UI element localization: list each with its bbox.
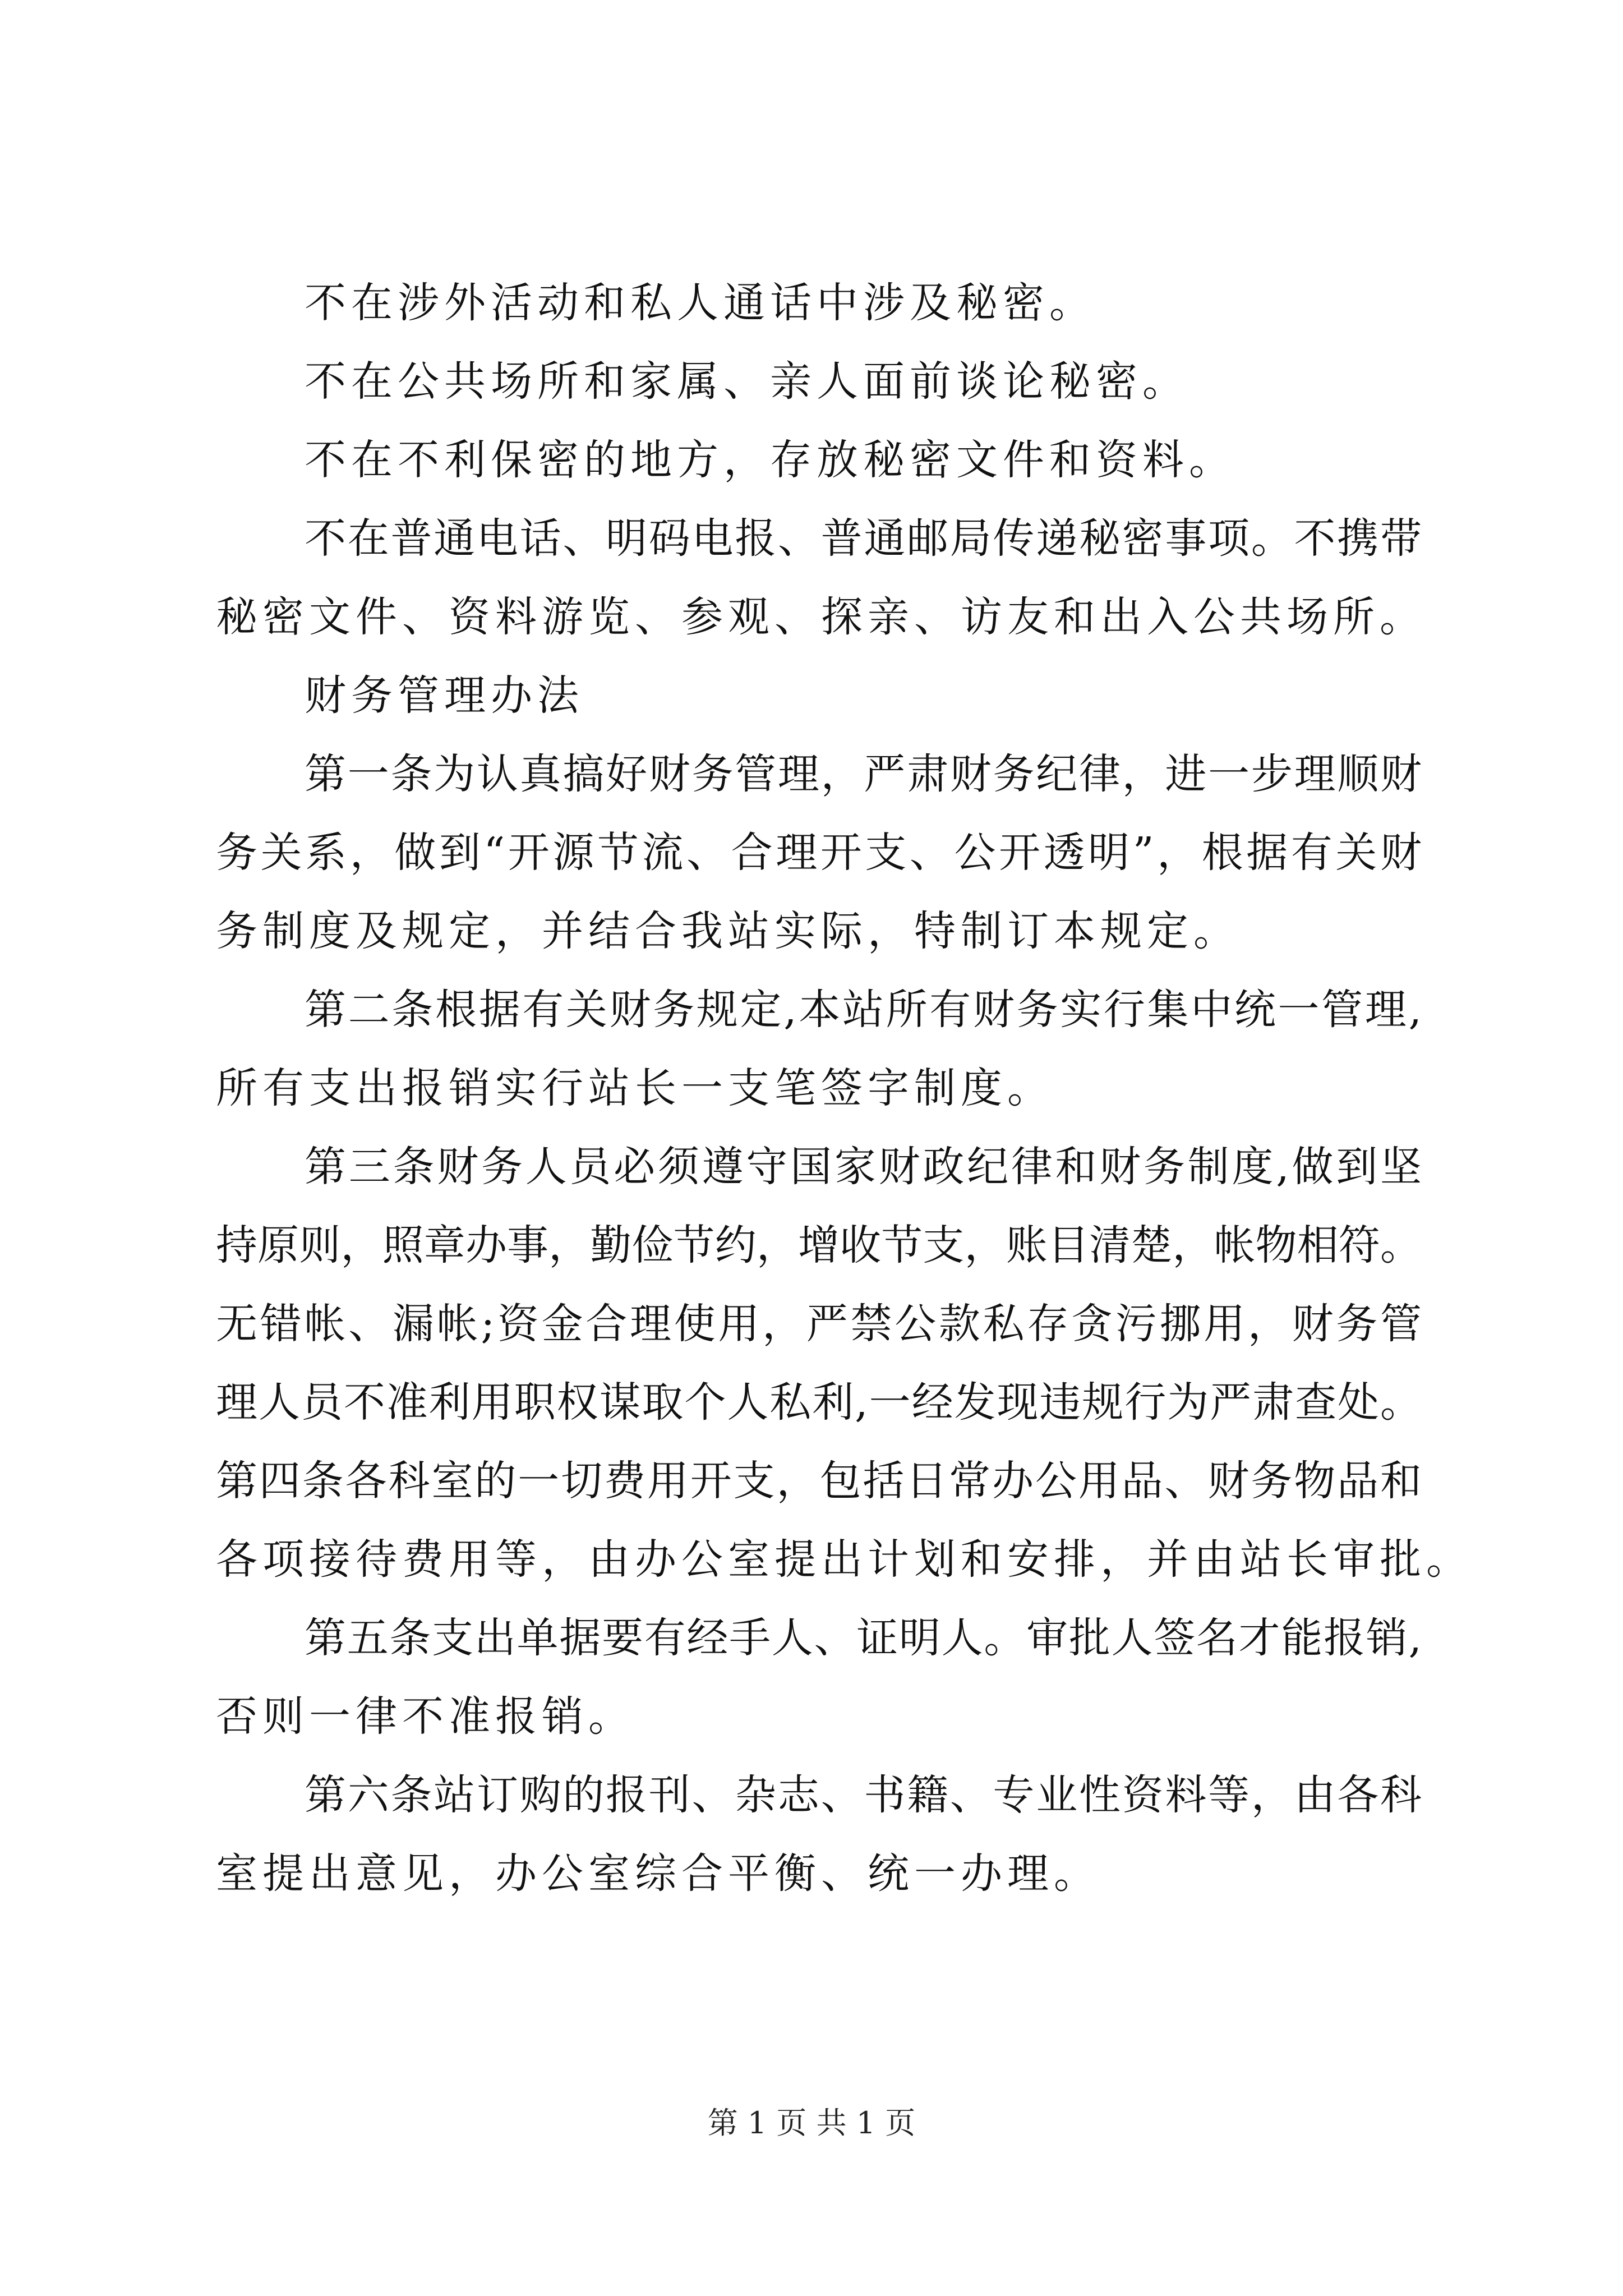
paragraph-line: 不在涉外活动和私人通话中涉及秘密。 <box>305 279 1096 327</box>
paragraph-line: 务制度及规定，并结合我站实际，特制订本规定。 <box>216 907 1240 955</box>
paragraph-line: 理人员不准利用职权谋取个人私利,一经发现违规行为严肃查处。 <box>216 1378 1422 1427</box>
paragraph-line: 第五条支出单据要有经手人、证明人。审批人签名才能报销, <box>305 1614 1422 1662</box>
paragraph-line: 不在公共场所和家属、亲人面前谈论秘密。 <box>305 357 1189 406</box>
paragraph-line: 第二条根据有关财务规定,本站所有财务实行集中统一管理, <box>305 986 1422 1034</box>
paragraph-line: 不在不利保密的地方，存放秘密文件和资料。 <box>305 436 1235 484</box>
paragraph-line: 第三条财务人员必须遵守国家财政纪律和财务制度,做到坚 <box>305 1143 1422 1191</box>
paragraph-line: 第六条站订购的报刊、杂志、书籍、专业性资料等，由各科 <box>305 1771 1422 1819</box>
page-number-footer: 第 1 页 共 1 页 <box>707 2105 916 2141</box>
paragraph-line: 务关系，做到“开源节流、合理开支、公开透明”，根据有关财 <box>216 829 1422 877</box>
paragraph-line: 秘密文件、资料游览、参观、探亲、访友和出入公共场所。 <box>216 593 1426 641</box>
paragraph-line: 第四条各科室的一切费用开支，包括日常办公用品、财务物品和 <box>216 1457 1422 1505</box>
paragraph-line: 各项接待费用等，由办公室提出计划和安排，并由站长审批。 <box>216 1535 1473 1584</box>
paragraph-line: 持原则，照章办事，勤俭节约，增收节支，账目清楚，帐物相符。 <box>216 1221 1422 1269</box>
paragraph-line: 室提出意见，办公室综合平衡、统一办理。 <box>216 1849 1100 1898</box>
paragraph-line: 无错帐、漏帐;资金合理使用，严禁公款私存贪污挪用，财务管 <box>216 1300 1422 1348</box>
paragraph-line: 第一条为认真搞好财务管理，严肃财务纪律，进一步理顺财 <box>305 750 1422 798</box>
paragraph-line: 不在普通电话、明码电报、普通邮局传递秘密事项。不携带 <box>305 514 1422 563</box>
section-heading: 财务管理办法 <box>305 671 584 720</box>
paragraph-line: 所有支出报销实行站长一支笔签字制度。 <box>216 1064 1054 1112</box>
document-body <box>216 264 1473 1913</box>
paragraph-line: 否则一律不准报销。 <box>216 1692 635 1741</box>
